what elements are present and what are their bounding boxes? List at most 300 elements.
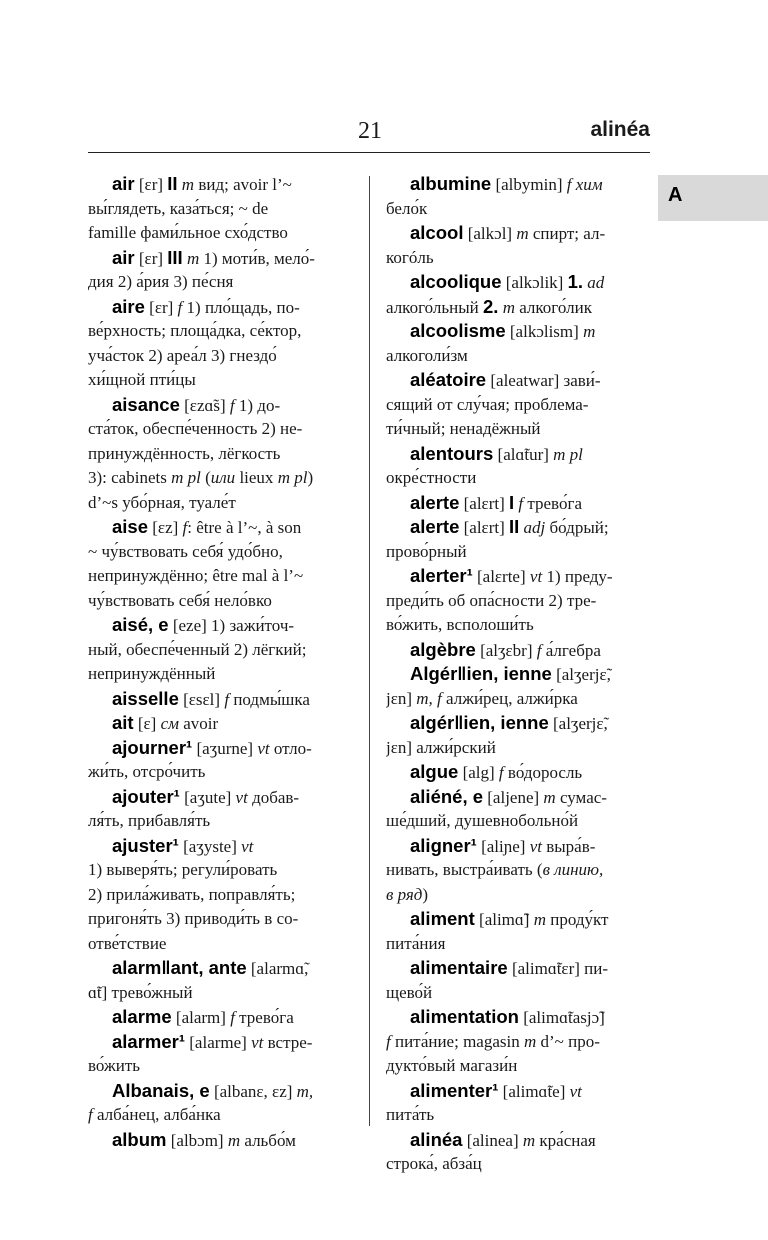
entry-text: [albymin] bbox=[491, 175, 567, 194]
grammar-label: m bbox=[516, 224, 529, 243]
entry-line bbox=[386, 1128, 648, 1153]
entry-line bbox=[88, 760, 350, 785]
entry-text: jɛn] алжи́рский bbox=[386, 737, 496, 757]
entry-text: ) bbox=[307, 468, 314, 487]
entry-text: [aʒute] bbox=[179, 787, 236, 807]
running-head: alinéa bbox=[590, 118, 650, 141]
entry-text: алжи́рец, алжи́рка bbox=[441, 688, 578, 708]
headword: 1. bbox=[567, 271, 584, 292]
entry-line bbox=[386, 956, 648, 981]
headword: alerte bbox=[410, 516, 460, 537]
entry-text: встре- bbox=[263, 1032, 313, 1052]
grammar-label: vt bbox=[529, 836, 542, 856]
headword: albumine bbox=[410, 173, 492, 194]
entry-line bbox=[386, 246, 648, 271]
headword: algér‖ien, ienne bbox=[410, 712, 549, 733]
entry-text: [aʒurne] bbox=[192, 738, 258, 758]
entry-text: ~ чу́вствовать себя́ удо́бно, bbox=[88, 541, 283, 561]
grammar-label: m bbox=[181, 175, 195, 194]
entry-line bbox=[88, 564, 350, 589]
entry-line bbox=[386, 1054, 648, 1079]
entry-text: окре́стности bbox=[386, 468, 477, 487]
entry-text: ти́чный; ненадёжный bbox=[386, 419, 541, 438]
entry-text: ве́рхность; площа́дка, се́ктор, bbox=[88, 321, 302, 340]
dictionary-entry bbox=[386, 442, 648, 491]
entry-text: пита́ние; magasin bbox=[390, 1031, 524, 1051]
dictionary-entry bbox=[386, 515, 648, 564]
entry-text: [alarmɑ̃, bbox=[246, 959, 309, 978]
grammar-label: vt bbox=[529, 567, 543, 586]
entry-text: вид; avoir l’~ bbox=[194, 175, 292, 194]
entry-line bbox=[386, 368, 648, 393]
entry-line bbox=[88, 515, 350, 540]
entry-text: [ɛ] bbox=[133, 714, 161, 733]
entry-text: бело́к bbox=[386, 198, 428, 218]
entry-text: выра́в- bbox=[541, 836, 596, 856]
entry-text: подмы́шка bbox=[229, 689, 310, 709]
entry-line bbox=[88, 197, 350, 222]
entry-text: кра́сная bbox=[535, 1130, 596, 1150]
dictionary-entry bbox=[88, 515, 350, 613]
headword: aliment bbox=[410, 908, 475, 929]
entry-line bbox=[386, 687, 648, 712]
headword: air bbox=[112, 246, 135, 268]
entry-line bbox=[88, 172, 350, 197]
entry-line bbox=[386, 932, 648, 957]
entry-text: 1) преду- bbox=[542, 567, 613, 586]
grammar-label: m pl bbox=[277, 468, 308, 487]
headword: alcoolique bbox=[410, 271, 502, 292]
headword: aliéné, e bbox=[410, 785, 484, 807]
entry-text: [alɛrte] bbox=[472, 567, 530, 586]
grammar-label: f bbox=[230, 1008, 235, 1027]
entry-text: [alimɑ̃tɛr] пи- bbox=[507, 959, 608, 978]
dictionary-entry bbox=[386, 1128, 648, 1177]
entry-line bbox=[386, 589, 648, 614]
entry-text: [alɛrt] bbox=[459, 493, 509, 513]
thumb-index-letter: A bbox=[668, 184, 683, 206]
entry-line bbox=[386, 221, 648, 246]
headword: II bbox=[509, 516, 520, 537]
entry-line bbox=[386, 466, 648, 491]
dictionary-entry bbox=[386, 368, 648, 442]
headword: algue bbox=[410, 761, 459, 782]
entry-text: алкого́льный bbox=[386, 297, 484, 317]
entry-text: avoir bbox=[178, 714, 219, 733]
entry-text: 1) до- bbox=[234, 395, 281, 415]
entry-line bbox=[386, 907, 648, 932]
entry-text: бо́дрый; bbox=[545, 518, 609, 537]
dictionary-entry bbox=[386, 172, 648, 221]
entry-text: 1) пло́щадь, по- bbox=[182, 297, 300, 317]
entry-line bbox=[88, 785, 350, 810]
entry-text: пита́ния bbox=[386, 933, 446, 953]
entry-text: [aljene] bbox=[483, 787, 544, 807]
entry-text: ше́дший, душевнобольно́й bbox=[386, 811, 579, 830]
headword: alarme bbox=[112, 1006, 172, 1027]
entry-text: [ɛz] bbox=[148, 518, 183, 537]
entry-text: [alɛrt] bbox=[459, 518, 509, 537]
entry-line bbox=[88, 1103, 350, 1128]
dictionary-entry bbox=[386, 638, 648, 663]
grammar-label: m bbox=[533, 910, 546, 929]
headword: alentours bbox=[410, 442, 494, 464]
headword: ajourner¹ bbox=[112, 736, 193, 758]
entry-text: во́жить, всполоши́ть bbox=[386, 615, 534, 634]
entry-text: ( bbox=[200, 468, 211, 487]
entry-line bbox=[88, 1079, 350, 1104]
column-divider bbox=[369, 176, 370, 1126]
entry-text: дукто́вый магази́н bbox=[386, 1056, 518, 1075]
left-column bbox=[88, 172, 350, 1152]
entry-line bbox=[386, 613, 648, 638]
entry-text: [alkɔlism] bbox=[505, 322, 584, 341]
entry-text: [alarm] bbox=[171, 1008, 231, 1027]
entry-line bbox=[88, 540, 350, 565]
entry-text: [aʒyste] bbox=[178, 836, 242, 856]
grammar-label: m bbox=[502, 297, 515, 317]
entry-text: щево́й bbox=[386, 982, 433, 1002]
grammar-label: f хим bbox=[566, 175, 603, 194]
headword: ait bbox=[112, 712, 134, 733]
thumb-index-tab bbox=[658, 175, 768, 221]
dictionary-entry bbox=[386, 785, 648, 834]
entry-line bbox=[386, 1079, 648, 1104]
entry-text: [ɛr] bbox=[134, 248, 168, 268]
entry-line bbox=[88, 662, 350, 687]
entry-line bbox=[386, 393, 648, 418]
grammar-label: f bbox=[386, 1031, 391, 1051]
entry-text: проду́кт bbox=[546, 910, 609, 929]
headword: aléatoire bbox=[410, 369, 487, 390]
grammar-label: в ряд bbox=[386, 884, 423, 904]
entry-line bbox=[88, 834, 350, 859]
dictionary-entry bbox=[386, 221, 648, 270]
right-column bbox=[386, 172, 648, 1177]
entry-text: [alkɔlik] bbox=[501, 273, 568, 292]
headword: alcoolisme bbox=[410, 320, 506, 341]
entry-text: [alʒerjɛ̃, bbox=[551, 665, 611, 684]
headword: alerter¹ bbox=[410, 565, 473, 586]
entry-line bbox=[386, 1030, 648, 1055]
entry-text: сумас- bbox=[555, 787, 607, 807]
entry-text: lieux bbox=[235, 468, 278, 487]
entry-text: добав- bbox=[247, 787, 300, 807]
entry-line bbox=[88, 736, 350, 761]
grammar-label: f bbox=[177, 297, 183, 317]
grammar-label: vt bbox=[569, 1081, 582, 1101]
entry-line bbox=[88, 270, 350, 295]
headword: alimentaire bbox=[410, 957, 508, 978]
headword: Albanais, e bbox=[112, 1079, 210, 1101]
entry-line bbox=[88, 687, 350, 712]
entry-text: ста́ток, обеспе́ченность 2) не- bbox=[88, 419, 303, 438]
dictionary-entry bbox=[88, 711, 350, 736]
entry-line bbox=[88, 393, 350, 418]
grammar-label: f bbox=[182, 518, 188, 537]
entry-line bbox=[386, 662, 648, 687]
entry-text: [alimɑ̃te] bbox=[498, 1081, 570, 1101]
headword: ajouter¹ bbox=[112, 785, 180, 807]
entry-text: принуждённость, лёгкость bbox=[88, 443, 281, 463]
entry-line bbox=[88, 589, 350, 614]
grammar-label: f bbox=[536, 640, 542, 660]
entry-text: непринуждённо; être mal à l’~ bbox=[88, 566, 304, 585]
entry-text: d’~ про- bbox=[536, 1031, 600, 1051]
dictionary-entry bbox=[386, 1005, 648, 1079]
entry-text: [alg] bbox=[458, 763, 499, 782]
entry-line bbox=[88, 858, 350, 883]
entry-text: [alinea] bbox=[462, 1130, 523, 1150]
entry-line bbox=[386, 760, 648, 785]
entry-text: преди́ть об опа́сности 2) тре- bbox=[386, 590, 597, 610]
entry-text: [ɛzɑ̃s] bbox=[179, 395, 230, 415]
entry-text: [alʒerjɛ̃, bbox=[548, 714, 608, 733]
entry-text: алкого́лик bbox=[514, 297, 592, 317]
entry-line bbox=[88, 613, 350, 638]
page-number: 21 bbox=[358, 118, 382, 144]
entry-text: 1) выверя́ть; регули́ровать bbox=[88, 860, 278, 879]
grammar-label: m bbox=[583, 322, 596, 341]
grammar-label: см bbox=[160, 714, 179, 733]
entry-text: [aliɲe] bbox=[476, 836, 530, 856]
dictionary-entry bbox=[88, 295, 350, 393]
entry-line bbox=[386, 442, 648, 467]
entry-line bbox=[386, 270, 648, 295]
entry-line bbox=[88, 956, 350, 981]
dictionary-entry bbox=[386, 491, 648, 516]
entry-text: сящий от слу́чая; проблема- bbox=[386, 394, 589, 414]
entry-line bbox=[88, 809, 350, 834]
grammar-label: vt bbox=[251, 1032, 264, 1052]
dictionary-entry bbox=[88, 613, 350, 687]
entry-line bbox=[386, 1005, 648, 1030]
entry-text: а́лгебра bbox=[541, 640, 601, 660]
entry-text: [aleatwar] зави́- bbox=[486, 371, 601, 390]
entry-text: во́доросль bbox=[503, 763, 583, 782]
dictionary-entry bbox=[88, 1079, 350, 1128]
headword: algèbre bbox=[410, 638, 476, 660]
headword: aisé, e bbox=[112, 614, 169, 635]
entry-text: нивать, выстра́ивать ( bbox=[386, 860, 543, 879]
dictionary-entry bbox=[88, 785, 350, 834]
entry-text: отло- bbox=[269, 738, 312, 758]
grammar-label: f bbox=[518, 493, 524, 513]
grammar-label: m bbox=[186, 248, 200, 268]
dictionary-entry bbox=[386, 956, 648, 1005]
grammar-label: m pl bbox=[171, 468, 201, 487]
entry-text: пита́ть bbox=[386, 1105, 435, 1124]
entry-line bbox=[88, 466, 350, 491]
entry-text: [ɛr] bbox=[134, 175, 168, 194]
headword: aisselle bbox=[112, 687, 179, 709]
entry-line bbox=[88, 907, 350, 932]
dictionary-entry bbox=[386, 564, 648, 638]
grammar-label: m pl bbox=[553, 444, 583, 464]
entry-text: [albanɛ, ɛz] bbox=[209, 1081, 297, 1101]
entry-line bbox=[88, 246, 350, 271]
dictionary-entry bbox=[386, 270, 648, 319]
entry-text: когóль bbox=[386, 247, 434, 267]
entry-line bbox=[88, 1128, 350, 1153]
entry-line bbox=[88, 1030, 350, 1055]
grammar-label: f bbox=[88, 1105, 93, 1124]
entry-text: уча́сток 2) ареа́л 3) гнездо́ bbox=[88, 345, 277, 365]
grammar-label: f bbox=[224, 689, 230, 709]
grammar-label: vt bbox=[241, 836, 254, 856]
entry-line bbox=[88, 932, 350, 957]
entry-text: 2) прила́живать, поправля́ть; bbox=[88, 884, 296, 904]
headword: aire bbox=[112, 295, 145, 317]
header-rule bbox=[88, 152, 650, 153]
dictionary-entry bbox=[88, 1128, 350, 1153]
entry-line bbox=[386, 638, 648, 663]
headword: air bbox=[112, 173, 135, 194]
entry-text: 1) моти́в, мело́- bbox=[199, 248, 315, 268]
headword: ajuster¹ bbox=[112, 834, 179, 856]
dictionary-entry bbox=[88, 736, 350, 785]
grammar-label: adj bbox=[523, 518, 546, 537]
grammar-label: m bbox=[227, 1130, 241, 1150]
headword: alarmer¹ bbox=[112, 1030, 186, 1052]
headword: III bbox=[167, 246, 183, 268]
entry-text: чу́вствовать себя́ нело́вко bbox=[88, 590, 272, 610]
entry-line bbox=[88, 295, 350, 320]
entry-line bbox=[386, 491, 648, 516]
grammar-label: или bbox=[210, 468, 236, 487]
headword: alimentation bbox=[410, 1006, 519, 1027]
grammar-label: vt bbox=[235, 787, 248, 807]
entry-text: хи́щной пти́цы bbox=[88, 370, 196, 389]
grammar-label: m, f bbox=[416, 688, 442, 708]
grammar-label: f bbox=[498, 763, 504, 782]
headword: aisance bbox=[112, 393, 180, 415]
entry-text: famille фами́льное схо́дство bbox=[88, 223, 288, 242]
entry-line bbox=[386, 711, 648, 736]
entry-line bbox=[88, 491, 350, 516]
dictionary-entry bbox=[88, 1005, 350, 1030]
entry-text: альбо́м bbox=[240, 1130, 296, 1150]
grammar-label: ad bbox=[587, 273, 605, 292]
entry-text: [alʒɛbr] bbox=[475, 640, 537, 660]
entry-line bbox=[88, 344, 350, 369]
dictionary-entry bbox=[88, 246, 350, 295]
headword: alarm‖ant, ante bbox=[112, 957, 247, 978]
entry-line bbox=[386, 295, 648, 320]
dictionary-entry bbox=[386, 662, 648, 711]
entry-line bbox=[386, 417, 648, 442]
entry-text: [albɔm] bbox=[166, 1130, 228, 1150]
headword: alinéa bbox=[410, 1128, 463, 1150]
entry-line bbox=[386, 564, 648, 589]
entry-line bbox=[386, 883, 648, 908]
entry-line bbox=[88, 711, 350, 736]
entry-text: ный, обеспе́ченный 2) лёгкий; bbox=[88, 639, 307, 659]
dictionary-entry bbox=[386, 907, 648, 956]
entry-text: дия 2) а́рия 3) пе́сня bbox=[88, 272, 234, 291]
entry-text: ) bbox=[422, 884, 429, 904]
headword: album bbox=[112, 1128, 167, 1150]
entry-text: жи́ть, отсро́чить bbox=[88, 762, 206, 781]
dictionary-entry bbox=[88, 956, 350, 1005]
entry-text: трево́га bbox=[234, 1008, 294, 1027]
entry-line bbox=[88, 981, 350, 1006]
entry-line bbox=[386, 319, 648, 344]
entry-line bbox=[386, 809, 648, 834]
grammar-label: f bbox=[229, 395, 235, 415]
entry-text: вы́глядеть, каза́ться; ~ de bbox=[88, 198, 269, 218]
entry-text: алкоголи́зм bbox=[386, 345, 468, 365]
entry-text: [ɛr] bbox=[144, 297, 178, 317]
dictionary-entry bbox=[88, 172, 350, 246]
entry-text: строка́, абза́ц bbox=[386, 1154, 482, 1173]
entry-text: [ɛsɛl] bbox=[178, 689, 225, 709]
entry-text: спирт; ал- bbox=[528, 224, 606, 243]
entry-line bbox=[386, 197, 648, 222]
entry-line bbox=[386, 1103, 648, 1128]
entry-line bbox=[88, 368, 350, 393]
entry-line bbox=[88, 442, 350, 467]
entry-text: пригоня́ть 3) приводи́ть в со- bbox=[88, 909, 299, 928]
entry-text: во́жить bbox=[88, 1056, 141, 1075]
dictionary-entry bbox=[88, 687, 350, 712]
grammar-label: vt bbox=[257, 738, 270, 758]
entry-text: ɑ̃t] трево́жный bbox=[88, 982, 193, 1002]
dictionary-entry bbox=[386, 760, 648, 785]
grammar-label: m bbox=[522, 1130, 536, 1150]
dictionary-entry bbox=[88, 1030, 350, 1079]
grammar-label: m, bbox=[296, 1081, 314, 1101]
entry-line bbox=[386, 785, 648, 810]
headword: II bbox=[167, 173, 178, 194]
entry-text: прово́рный bbox=[386, 541, 467, 561]
entry-line bbox=[386, 736, 648, 761]
entry-line bbox=[386, 515, 648, 540]
entry-line bbox=[88, 638, 350, 663]
entry-text: : être à l’~, à son bbox=[187, 518, 302, 537]
entry-text: [alimɑ̃] bbox=[474, 910, 534, 929]
dictionary-entry bbox=[88, 834, 350, 957]
entry-line bbox=[386, 540, 648, 565]
entry-text: ля́ть, прибавля́ть bbox=[88, 811, 211, 830]
entry-text: алба́нец, алба́нка bbox=[92, 1105, 221, 1124]
entry-line bbox=[386, 834, 648, 859]
headword: Algér‖ien, ienne bbox=[410, 663, 552, 684]
entry-text: [alɑ̃tur] bbox=[493, 444, 554, 464]
entry-text: отве́тствие bbox=[88, 933, 167, 953]
headword: alerte bbox=[410, 491, 460, 513]
headword: I bbox=[509, 491, 515, 513]
entry-line bbox=[386, 344, 648, 369]
entry-text: непринуждённый bbox=[88, 664, 216, 683]
entry-line bbox=[88, 319, 350, 344]
headword: alimenter¹ bbox=[410, 1079, 499, 1101]
dictionary-entry bbox=[386, 319, 648, 368]
entry-text: [alkɔl] bbox=[463, 224, 517, 243]
entry-line bbox=[88, 417, 350, 442]
entry-text: [alimɑ̃tasjɔ̃] bbox=[518, 1008, 605, 1027]
entry-text: d’~s убо́рная, туале́т bbox=[88, 492, 236, 512]
dictionary-entry bbox=[386, 834, 648, 908]
headword: aise bbox=[112, 516, 149, 537]
entry-text: jɛn] bbox=[386, 688, 417, 708]
entry-line bbox=[88, 221, 350, 246]
headword: alcool bbox=[410, 222, 464, 243]
entry-line bbox=[386, 172, 648, 197]
entry-line bbox=[386, 858, 648, 883]
entry-text: [eze] 1) зажи́точ- bbox=[168, 616, 295, 635]
entry-line bbox=[88, 1054, 350, 1079]
